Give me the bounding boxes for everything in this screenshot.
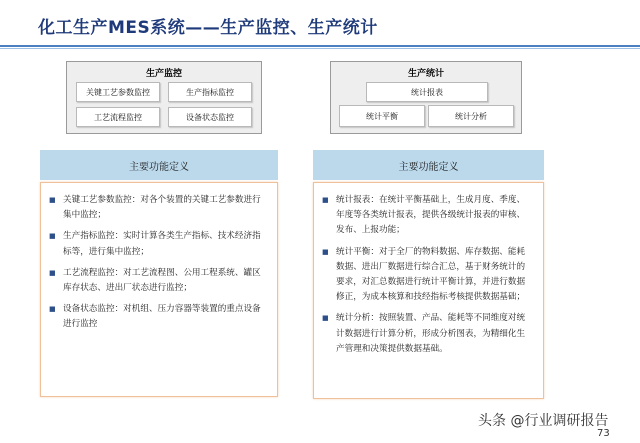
title-divider [0, 45, 640, 47]
monitor-diagram [66, 61, 262, 134]
chip-stat-balance: 统计平衡 [339, 105, 425, 127]
bullet-icon: ■ [49, 232, 56, 241]
chip-equipment-status: 设备状态监控 [168, 107, 252, 127]
bullet-icon: ■ [322, 247, 329, 256]
bullet-icon: ■ [49, 268, 56, 277]
list-item: ■ 统计分析：按照装置、产品、能耗等不同维度对统计数据进行计算分析，形成分析图表，为精细化生产管理和决策提供数据基础。 [322, 311, 533, 357]
chip-key-process-params: 关键工艺参数监控 [76, 82, 160, 102]
left-panel-header: 主要功能定义 [40, 150, 278, 180]
list-item: ■ 设备状态监控：对机组、压力容器等装置的重点设备进行监控 [49, 302, 267, 332]
list-item: ■ 生产指标监控：实时计算各类生产指标、技术经济指标等，进行集中监控； [49, 229, 267, 259]
right-panel-header: 主要功能定义 [313, 150, 544, 180]
monitor-diagram-title: 生产监控 [145, 69, 182, 79]
left-panel-body [40, 182, 278, 397]
stats-diagram-title: 生产统计 [407, 69, 444, 79]
list-item: ■ 关键工艺参数监控：对各个装置的关键工艺参数进行集中监控； [49, 193, 267, 223]
slide-title: 化工生产MES系统——生产监控、生产统计 [38, 18, 378, 38]
page-number: 73 [597, 428, 610, 439]
list-item: ■ 统计报表：在统计平衡基础上，生成月度、季度、年度等各类统计报表，提供各级统计报表的审核、发布、上报功能； [322, 193, 533, 239]
list-item: ■ 统计平衡：对于全厂的物料数据、库存数据、能耗数据、进出厂数据进行综合汇总，基于财务统计的要求，对汇总数据进行统计平衡计算，并进行数据修正，为成本核算和技经指标考核提供数据基础； [322, 245, 533, 306]
chip-process-flow: 工艺流程监控 [76, 107, 160, 127]
bullet-icon: ■ [322, 196, 329, 204]
stats-diagram [330, 61, 522, 134]
list-item: ■ 工艺流程监控：对工艺流程图、公用工程系统、罐区库存状态、进出厂状态进行监控； [49, 266, 267, 296]
chip-stat-analysis: 统计分析 [428, 105, 514, 127]
bullet-icon: ■ [49, 305, 56, 314]
chip-production-indicators: 生产指标监控 [168, 82, 252, 102]
bullet-icon: ■ [49, 196, 56, 204]
bullet-icon: ■ [322, 314, 329, 323]
chip-stat-reports: 统计报表 [366, 82, 488, 102]
right-panel-body [313, 182, 544, 399]
title-divider-thin [0, 48, 640, 49]
watermark: 头条 @行业调研报告 [478, 413, 609, 429]
